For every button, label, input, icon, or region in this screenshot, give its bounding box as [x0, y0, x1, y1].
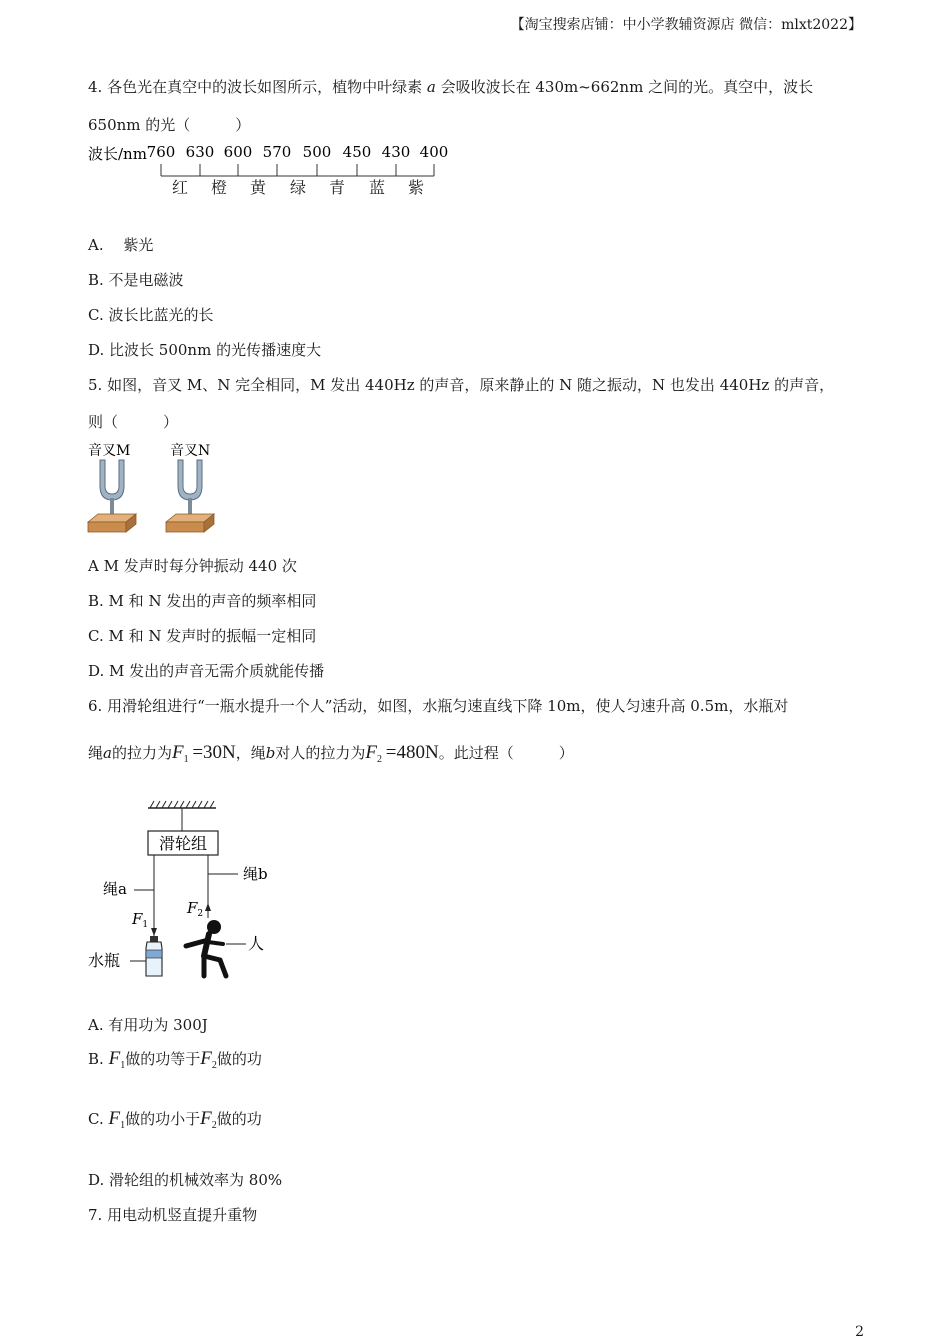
wavelength-tick-label: 600 — [223, 143, 253, 161]
color-label: 绿 — [289, 178, 307, 197]
wavelength-tick-label: 570 — [262, 143, 292, 161]
q6-option-d: D. 滑轮组的机械效率为 80% — [88, 1171, 283, 1189]
water-bottle-icon — [146, 936, 162, 976]
wavelength-tick-label: 430 — [381, 143, 411, 161]
q5-option-b: B. M 和 N 发出的声音的频率相同 — [88, 592, 317, 610]
q6-option-c: C. $F_1$做的功小于$F_2$做的功 — [88, 1108, 262, 1131]
tuning-fork-m — [88, 460, 136, 532]
color-label: 紫 — [407, 178, 425, 197]
f1-arrow-icon — [151, 928, 157, 936]
q6-text: 对人的拉力为 — [275, 744, 366, 762]
wavelength-tick-label: 500 — [302, 143, 332, 161]
q5-option-a: A M 发声时每分钟振动 440 次 — [88, 557, 297, 575]
wavelength-axis-label: 波长/nm — [88, 145, 147, 163]
pulley-figure — [86, 796, 286, 986]
q6-stem-line2 — [88, 742, 574, 765]
q6-stem-line1: 6. 用滑轮组进行“一瓶水提升一个人”活动，如图，水瓶匀速直线下降 10m，使人匀速升高 0.5m，水瓶对 — [88, 697, 789, 715]
q6-text: ，绳 — [235, 744, 266, 762]
wavelength-tick-label: 450 — [342, 143, 372, 161]
q4-option-d: D. 比波长 500nm 的光传播速度大 — [88, 341, 322, 359]
q6-f1-formula: $F_1 =30N$ — [171, 742, 236, 765]
person-icon — [186, 920, 226, 976]
q5-stem-line1: 5. 如图，音叉 M、N 完全相同，M 发出 440Hz 的声音，原来静止的 N 随之振动，N 也发出 440Hz 的声音， — [88, 376, 835, 394]
q6-option-c-f1: $F_1$ — [108, 1108, 126, 1131]
f2-arrow-icon — [205, 903, 211, 911]
water-bottle-label: 水瓶 — [88, 951, 121, 970]
q4-option-b: B. 不是电磁波 — [88, 271, 184, 289]
q5-option-d: D. M 发出的声音无需介质就能传播 — [88, 662, 325, 680]
color-label: 红 — [171, 178, 189, 197]
q6-option-a: A. 有用功为 300J — [88, 1016, 208, 1034]
wavelength-tick-label: 630 — [185, 143, 215, 161]
q6-option-b-f2: $F_2$ — [200, 1048, 217, 1071]
q6-var-b: b — [265, 744, 276, 762]
f2-label: $F_2$ — [187, 899, 204, 919]
q4-option-c: C. 波长比蓝光的长 — [88, 306, 214, 324]
rope-a-label: 绳a — [103, 880, 127, 898]
color-label: 橙 — [210, 178, 228, 197]
q6-option-b-f1: $F_1$ — [108, 1048, 126, 1071]
page-number: 2 — [855, 1324, 864, 1340]
q6-option-c-f2: $F_2$ — [200, 1108, 217, 1131]
tuning-fork-n-label: 音叉N — [170, 443, 211, 459]
person-label: 人 — [248, 934, 265, 953]
q6-option-b: B. $F_1$做的功等于$F_2$做的功 — [88, 1048, 262, 1071]
ceiling-icon — [148, 801, 216, 831]
tuning-fork-m-label: 音叉M — [88, 443, 131, 459]
q4-stem-line2: 650nm 的光（ ） — [88, 116, 251, 134]
q7-stem-line1: 7. 用电动机竖直提升重物 — [88, 1206, 258, 1224]
q4-var-a: a — [426, 78, 436, 96]
tuning-fork-n — [166, 460, 214, 532]
color-label: 蓝 — [368, 178, 386, 197]
page-header: 【淘宝搜索店铺：中小学教辅资源店 微信：mlxt2022】 — [510, 17, 862, 33]
color-label: 黄 — [249, 178, 267, 197]
q6-var-a: a — [103, 744, 112, 762]
f1-label: $F_1$ — [132, 910, 149, 930]
q6-text: 绳 — [88, 744, 104, 762]
color-label: 青 — [328, 178, 346, 197]
wavelength-tick-label: 760 — [146, 143, 176, 161]
q6-text: 的拉力为 — [111, 744, 172, 762]
q5-option-c: C. M 和 N 发声时的振幅一定相同 — [88, 627, 317, 645]
tuning-fork-figure — [86, 438, 226, 538]
wavelength-tick-label: 400 — [419, 143, 449, 161]
q6-f2-formula: $F_2 =480N$ — [365, 742, 439, 765]
q6-text: 。此过程（ ） — [438, 744, 574, 762]
q4-text: 4. 各色光在真空中的波长如图所示，植物中叶绿素 — [88, 78, 423, 96]
q5-stem-line2: 则（ ） — [88, 413, 179, 431]
rope-b-label: 绳b — [243, 865, 268, 883]
q4-text: 会吸收波长在 430m~662nm 之间的光。真空中，波长 — [440, 78, 814, 96]
q4-stem-line1 — [88, 76, 813, 97]
q4-option-a: A. 紫光 — [88, 236, 154, 254]
wavelength-figure — [86, 140, 466, 202]
pulley-block-label: 滑轮组 — [158, 834, 208, 853]
